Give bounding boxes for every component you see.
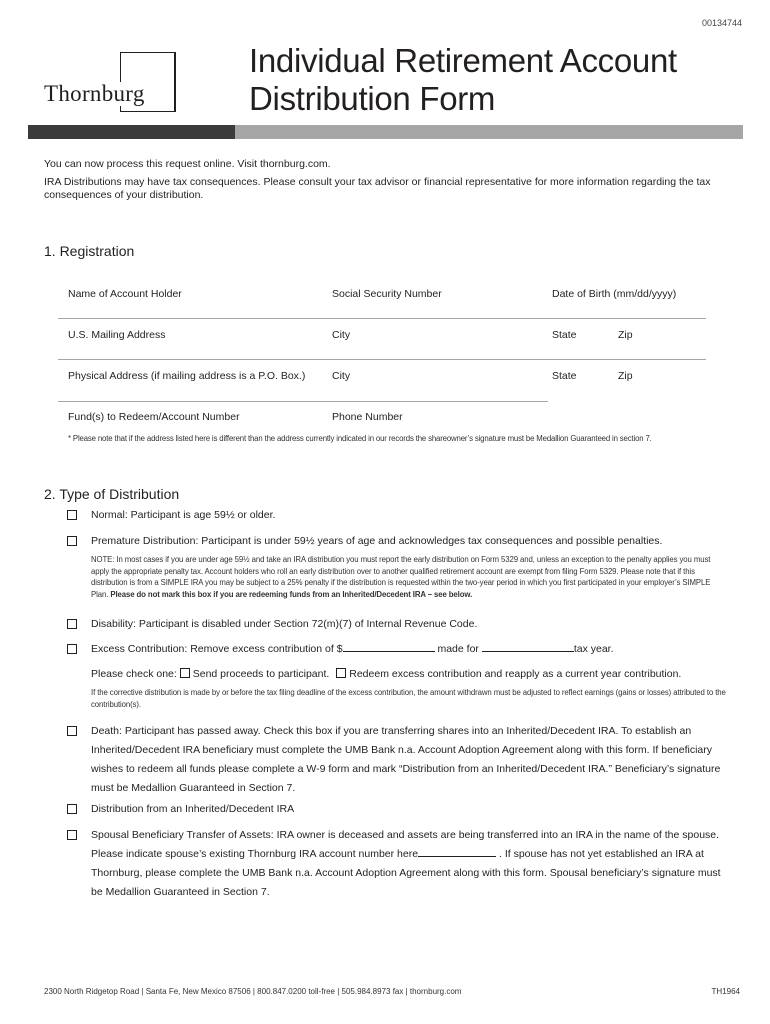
option-inherited: Distribution from an Inherited/Decedent IRA — [67, 800, 727, 819]
send-proceeds-checkbox[interactable] — [180, 668, 190, 678]
excess-amount-field[interactable] — [343, 641, 435, 652]
spouse-account-number-field[interactable] — [418, 846, 496, 857]
option-normal: Normal: Participant is age 59½ or older. — [67, 506, 727, 525]
footer-form-code: TH1964 — [711, 987, 740, 996]
physical-city-field[interactable]: City — [332, 370, 351, 382]
footer-address: 2300 North Ridgetop Road | Santa Fe, New Mexico 87506 | 800.847.0200 toll-free | 505.984.8973 fax | thornburg.com — [44, 987, 462, 996]
thornburg-logo — [44, 52, 178, 112]
online-notice: You can now process this request online. Visit thornburg.com. — [44, 158, 331, 170]
fund-account-number-field[interactable]: Fund(s) to Redeem/Account Number — [68, 411, 240, 423]
mailing-state-field[interactable]: State — [552, 329, 577, 341]
mailing-address-field[interactable]: U.S. Mailing Address — [68, 329, 166, 341]
reapply-checkbox[interactable] — [336, 668, 346, 678]
registration-row — [58, 360, 706, 401]
option-death: Death: Participant has passed away. Check this box if you are transferring shares into an Inherited/Decedent IRA. To establish an Inherited/Decedent IRA beneficiary must complete the UMB Bank n.a. Account Adoption Agreement along with this form. If beneficiary wishes to redeem all funds please complete a W-9 form and mark “Distribution from an Inherited/Decedent IRA.” Beneficiary’s signature must be Medallion Guaranteed in Section 7. — [67, 722, 727, 798]
excess-note: If the corrective distribution is made by or before the tax filing deadline of the excess contribution, the amount withdrawn must be adjusted to reflect earnings (gains or losses) attributed to the contribution(s). — [91, 688, 726, 709]
spousal-checkbox[interactable] — [67, 830, 77, 840]
form-id: 00134744 — [701, 18, 742, 28]
tax-notice: IRA Distributions may have tax consequences. Please consult your tax advisor or financial representative for more information regarding the tax consequences of your distribution. — [44, 175, 711, 201]
registration-row — [58, 319, 706, 360]
disability-checkbox[interactable] — [67, 619, 77, 629]
date-of-birth-field[interactable]: Date of Birth (mm/dd/yyyy) — [552, 288, 677, 300]
option-premature: Premature Distribution: Participant is under 59½ years of age and acknowledges tax consequences and possible penalties. NOTE: In most cases if you are under age 59½ and take an IRA distribution you must report the early distribution on Form 5329 and, unless an exception to the penalty applies you must apply the appropriate penalty tax. Account holders who roll an early distribution over to another qualified retirement account are exempt from filing Form 5329. Please note that if this distribution is from a SIMPLE IRA you may be subject to a 25% penalty if the distribution is requested within the two-year period in which you first participated in your employer’s SIMPLE Plan. Please do not mark this box if you are redeeming funds from an Inherited/Decedent IRA – see below. — [67, 532, 727, 600]
section-registration-heading: 1. Registration — [44, 243, 135, 259]
ssn-field[interactable]: Social Security Number — [332, 288, 442, 300]
premature-note: NOTE: In most cases if you are under age 59½ and take an IRA distribution you must report the early distribution on Form 5329 and, unless an exception to the penalty applies you must apply the appropriate penalty tax. Account holders who roll an early distribution over to another qualified retirement account are exempt from filing Form 5329. Please note that if this distribution is from a SIMPLE IRA you may be subject to a 25% penalty if the distribution is requested within the two-year period in which you first participated in your employer’s SIMPLE Plan. Please do not mark this box if you are redeeming funds from an Inherited/Decedent IRA – see below. — [91, 555, 711, 599]
death-checkbox[interactable] — [67, 726, 77, 736]
physical-state-field[interactable]: State — [552, 370, 577, 382]
option-spousal: Spousal Beneficiary Transfer of Assets: IRA owner is deceased and assets are being transferred into an IRA in the name of the spouse. Please indicate spouse’s existing Thornburg IRA account number here . If spouse has not yet established an IRA at Thornburg, please complete the UMB Bank n.a. Account Adoption Agreement along with this form. Spousal beneficiary’s signature must be Medallion Guaranteed in Section 7. — [67, 826, 727, 902]
intro-text — [44, 158, 734, 207]
physical-address-field[interactable]: Physical Address (if mailing address is a P.O. Box.) — [68, 370, 306, 382]
registration-fields — [58, 278, 706, 442]
normal-checkbox[interactable] — [67, 510, 77, 520]
inherited-checkbox[interactable] — [67, 804, 77, 814]
header-bar — [28, 125, 743, 139]
mailing-zip-field[interactable]: Zip — [618, 329, 633, 341]
option-excess: Excess Contribution: Remove excess contribution of $ made for tax year. Please check one: Send proceeds to participant. Redeem excess contribution and reapply as a current year contribution. If the corrective distribution is made by or before the tax filing deadline of the excess contribution, the amount withdrawn must be adjusted to reflect earnings (gains or losses) attributed to the contribution(s). — [67, 640, 727, 710]
logo-text: Thornburg — [44, 81, 145, 106]
physical-zip-field[interactable]: Zip — [618, 370, 633, 382]
option-disability: Disability: Participant is disabled under Section 72(m)(7) of Internal Revenue Code. — [67, 615, 727, 634]
address-note: * Please note that if the address listed here is different than the address currently indicated in our records the shareowner’s signature must be Medallion Guaranteed in section 7. — [68, 434, 652, 443]
phone-number-field[interactable]: Phone Number — [332, 411, 403, 423]
premature-checkbox[interactable] — [67, 536, 77, 546]
page-title: Individual Retirement Account Distribution Form — [249, 42, 677, 117]
section-distribution-heading: 2. Type of Distribution — [44, 486, 180, 502]
account-holder-name-field[interactable]: Name of Account Holder — [68, 288, 182, 300]
excess-tax-year-field[interactable] — [482, 641, 574, 652]
mailing-city-field[interactable]: City — [332, 329, 351, 341]
excess-checkbox[interactable] — [67, 644, 77, 654]
registration-row — [58, 278, 706, 319]
